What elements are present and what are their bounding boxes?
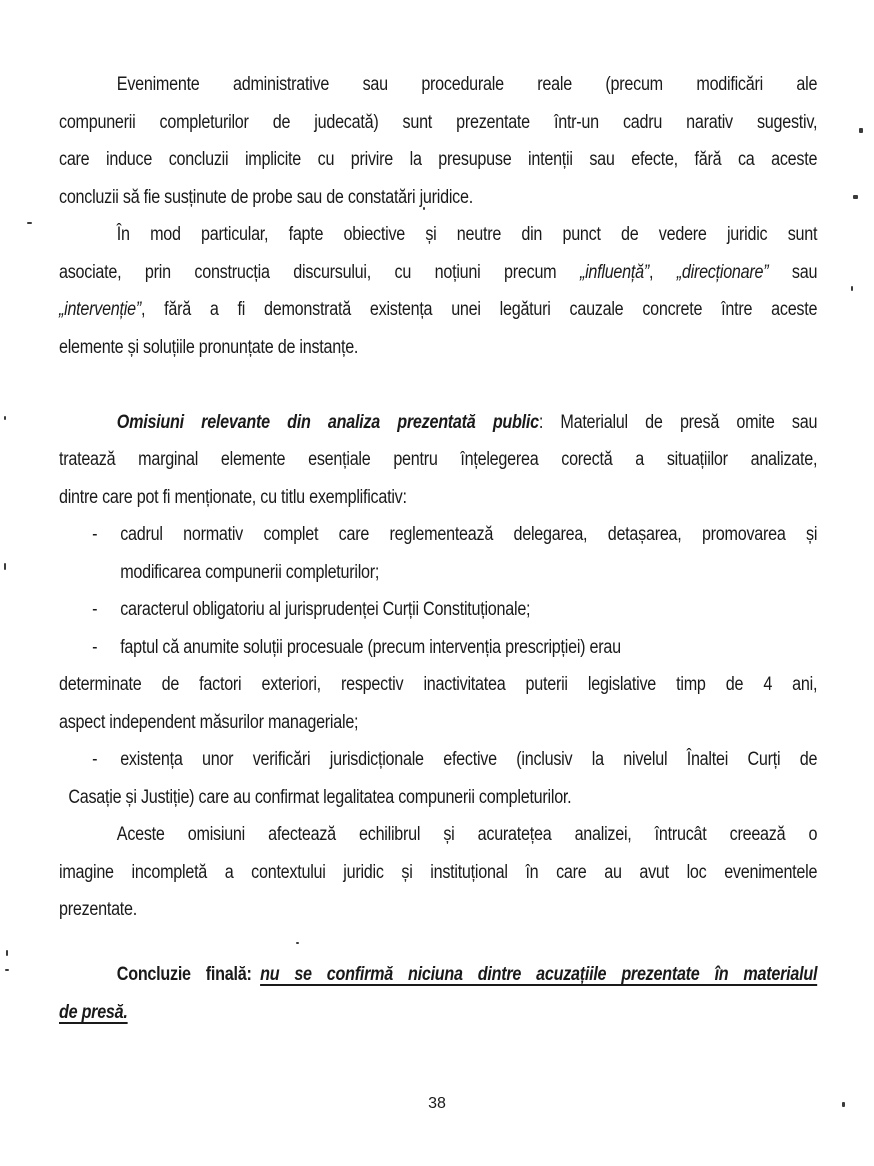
paragraph-2-line: În mod particular, fapte obiective și neutre din punct de vedere juridic sunt	[116, 224, 818, 245]
scan-speck	[4, 416, 6, 420]
quoted-term-directionare: „direcționare”	[676, 261, 769, 283]
paragraph-2	[59, 216, 817, 366]
paragraph-1-line: compunerii completurilor de judecată) sunt prezentate într-un cadru narativ sugestiv,	[59, 111, 818, 133]
bullet-dash: -	[92, 524, 98, 545]
paragraph-4-line: Aceste omisiuni afectează echilibrul și acuratețea analizei, întrucât creează o	[116, 824, 818, 845]
paragraph-2-line	[59, 291, 817, 329]
quoted-term-influenta: „influență”	[579, 261, 649, 283]
paragraph-2-line: elemente și soluțiile pronunțate de instanțe.	[59, 336, 359, 358]
paragraph-4	[59, 816, 817, 929]
scan-speck	[842, 1102, 845, 1107]
list-item-text: caracterul obligatoriu al jurisprudenței Curții Constituționale;	[120, 599, 531, 620]
text-run: , fără a fi demonstrată existența unei legături cauzale concrete între aceste	[140, 299, 818, 320]
list-item-1	[59, 516, 817, 554]
paragraph-1-line: Evenimente administrative sau procedurale reale (precum modificări ale	[116, 74, 818, 95]
scan-speck	[423, 207, 425, 210]
conclusion-statement: nu se confirmă niciuna dintre acuzațiile prezentate în materialul	[260, 964, 818, 985]
text-run: : Materialul de presă omite sau	[538, 411, 818, 433]
list-item-text: faptul că anumite soluții procesuale (precum intervenția prescripției) erau	[120, 636, 621, 658]
scan-speck	[4, 563, 6, 570]
conclusion-line	[59, 994, 817, 1032]
text-run: ,	[648, 261, 677, 283]
paragraph-2-line	[59, 254, 817, 292]
bullet-dash: -	[92, 636, 98, 658]
paragraph-4-line: imagine incompletă a contextului juridic și instituțional în care au avut loc evenimentele	[59, 861, 818, 883]
conclusion	[59, 956, 817, 1031]
list-item-1-continuation: modificarea compunerii completurilor;	[120, 561, 380, 583]
scan-speck	[853, 195, 858, 199]
conclusion-statement-continuation: de presă.	[59, 1001, 128, 1023]
list-item-3-continuation: aspect independent măsurilor manageriale;	[59, 711, 359, 733]
quoted-term-interventie: „intervenție”	[59, 299, 141, 320]
scan-speck	[27, 222, 32, 224]
list-item-3	[59, 629, 817, 667]
document-body	[59, 66, 817, 1031]
paragraph-1	[59, 66, 817, 216]
conclusion-line	[59, 956, 817, 994]
paragraph-4-line: prezentate.	[59, 899, 138, 920]
list-item-text: cadrul normativ complet care reglementează delegarea, detașarea, promovarea și	[120, 524, 818, 545]
text-run: asociate, prin construcția discursului, cu noțiuni precum	[59, 261, 580, 283]
list-item-4-continuation: Casație și Justiție) care au confirmat legalitatea compunerii completurilor.	[68, 786, 572, 808]
list-item-text: existența unor verificări jurisdicționale efective (inclusiv la nivelul Înaltei Curți de	[120, 749, 818, 770]
scan-speck	[6, 950, 8, 956]
page-number: 38	[428, 1095, 446, 1112]
paragraph-3-line: tratează marginal elemente esențiale pentru înțelegerea corectă a situațiilor analizate,	[59, 449, 818, 470]
scan-speck	[5, 969, 9, 971]
scan-speck	[296, 942, 299, 944]
conclusion-label: Concluzie finală:	[116, 964, 252, 985]
bullet-list	[59, 516, 817, 816]
section-heading-omisiuni: Omisiuni relevante din analiza prezentată public	[116, 411, 539, 433]
bullet-dash: -	[92, 599, 98, 620]
paragraph-3-line	[59, 404, 817, 442]
bullet-dash: -	[92, 749, 98, 770]
scan-speck	[859, 128, 863, 133]
scan-speck	[851, 286, 853, 291]
paragraph-3-line: dintre care pot fi menționate, cu titlu exemplificativ:	[59, 486, 407, 508]
text-run: sau	[768, 261, 818, 283]
paragraph-3	[59, 404, 817, 517]
list-item-3-continuation: determinate de factori exteriori, respectiv inactivitatea puterii legislative timp de 4 ani,	[59, 674, 818, 695]
list-item-4	[59, 741, 817, 779]
paragraph-1-line: concluzii să fie susținute de probe sau de constatări juridice.	[59, 186, 473, 208]
list-item-2	[59, 591, 817, 629]
paragraph-1-line: care induce concluzii implicite cu privire la presupuse intenții sau efecte, fără ca aceste	[59, 149, 818, 170]
